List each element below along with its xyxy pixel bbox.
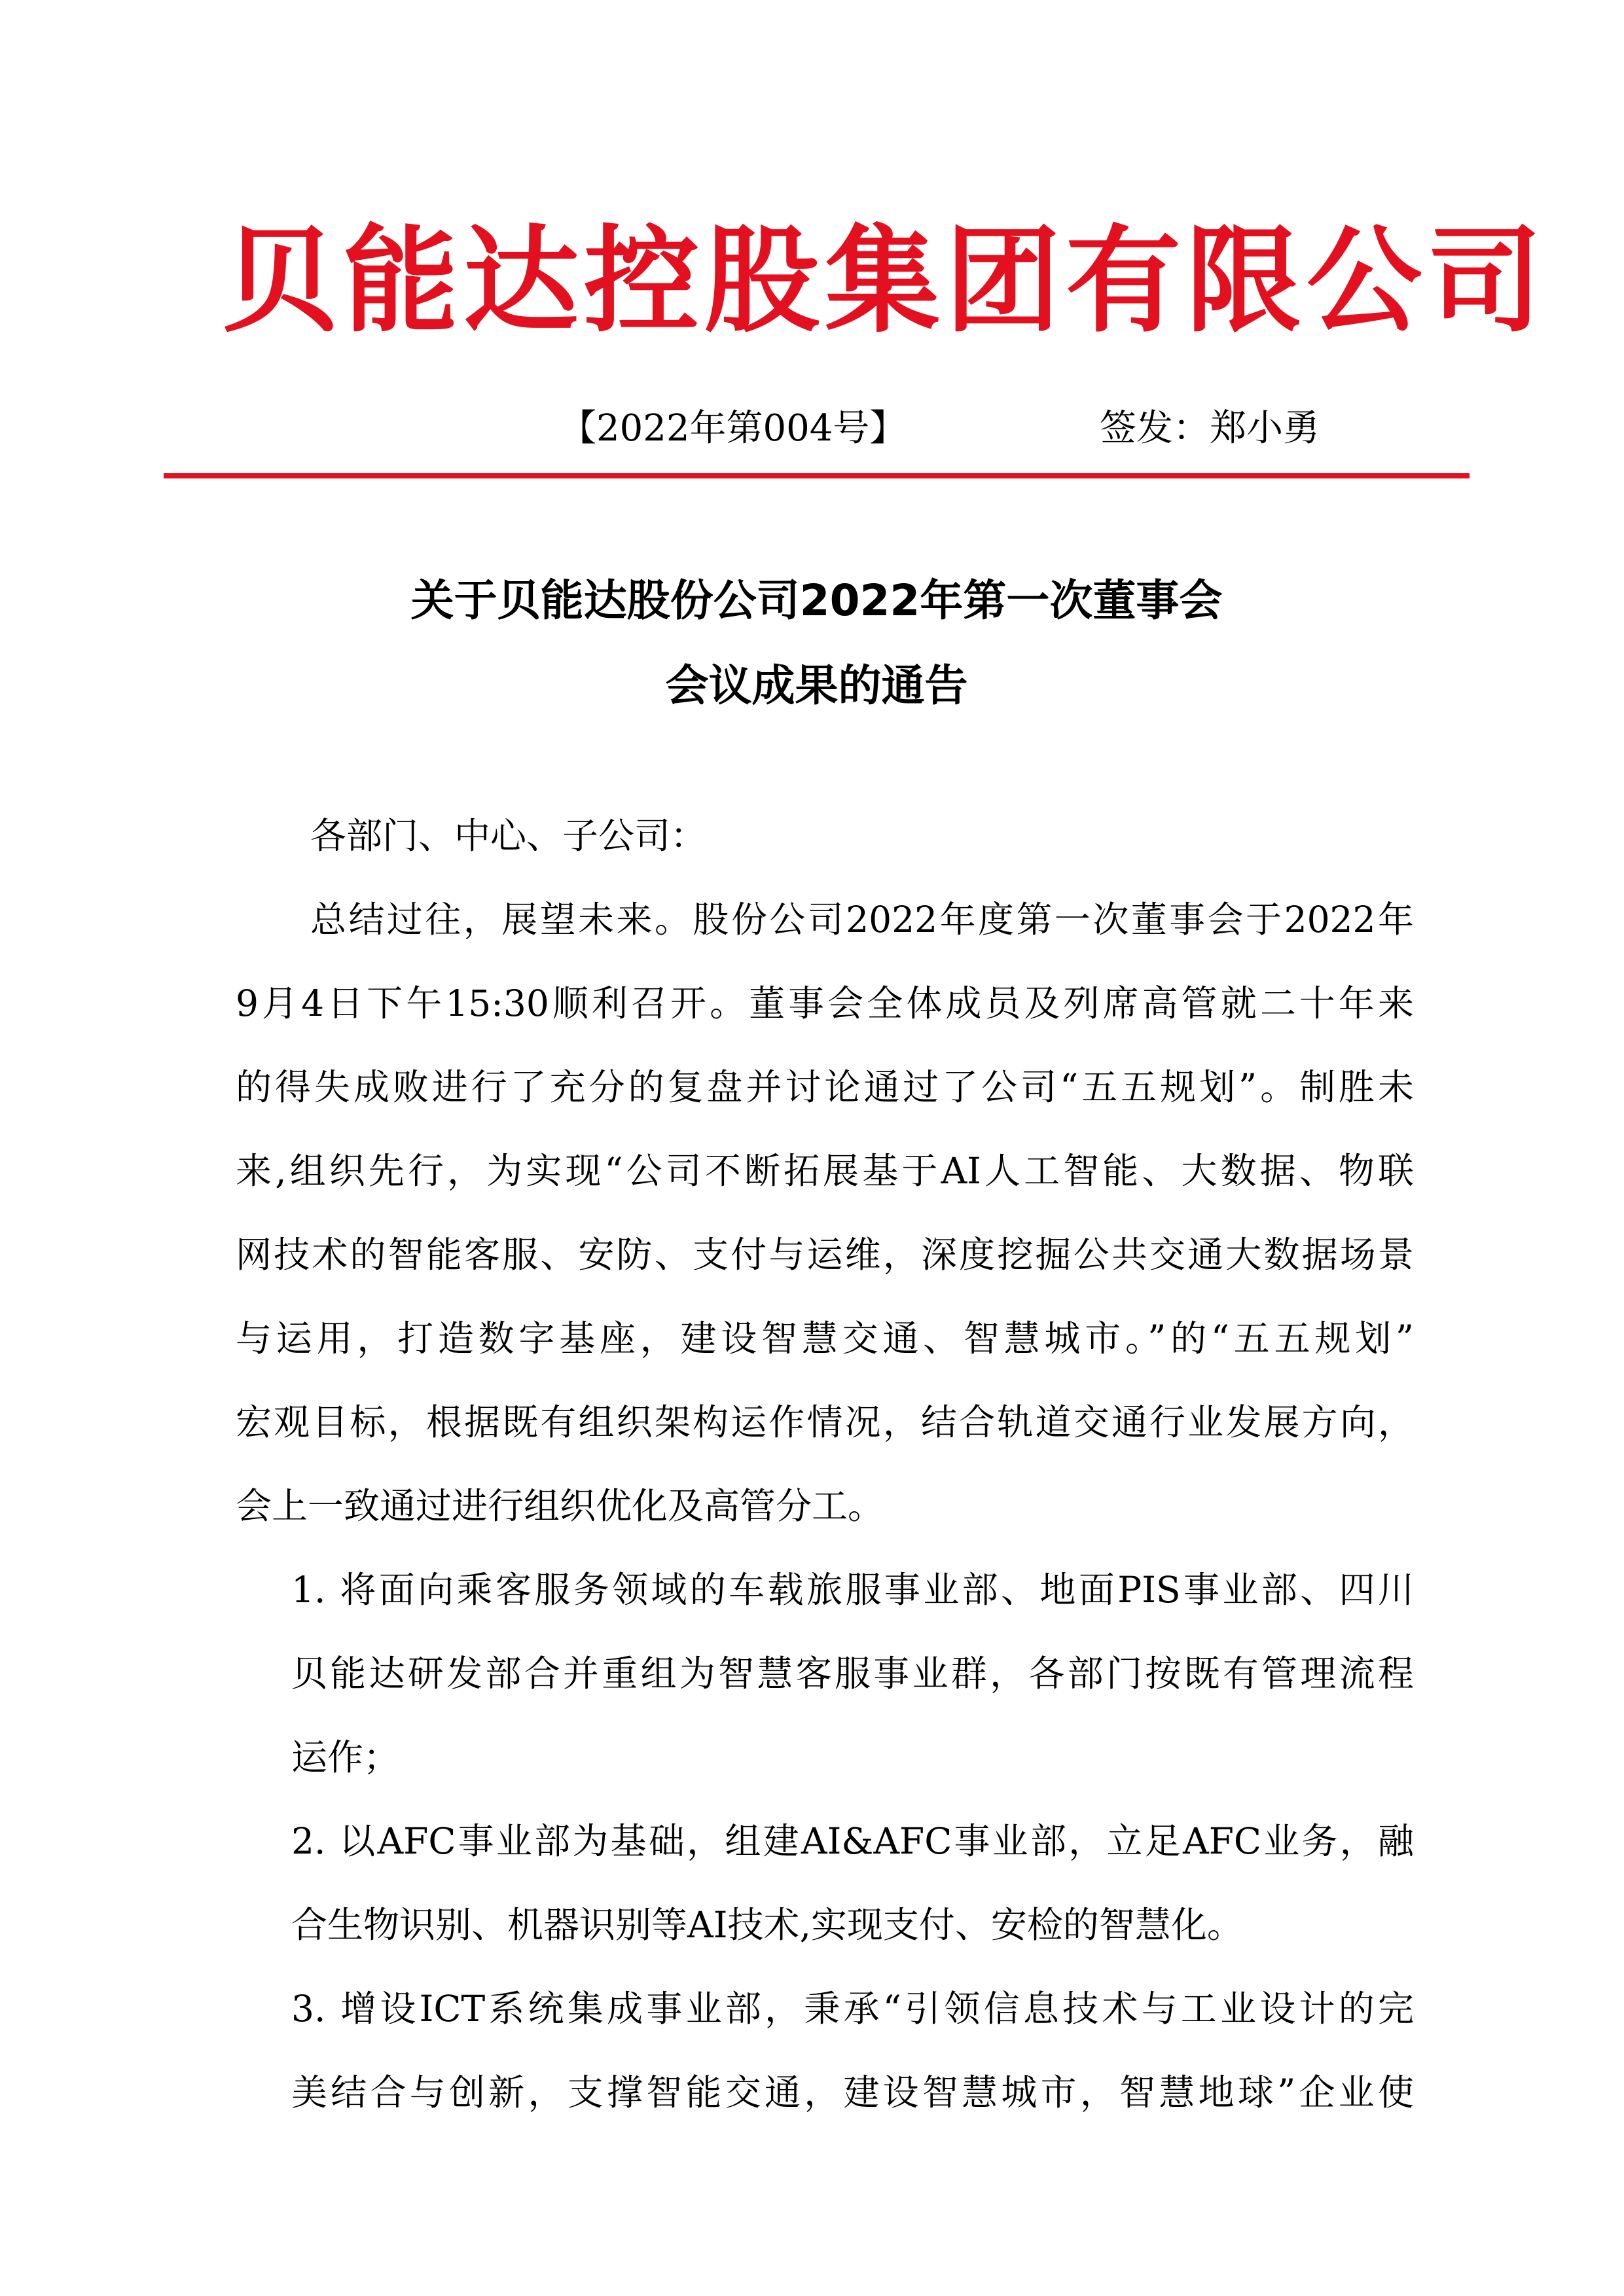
paragraph-line: 9月4日下午15:30顺利召开。董事会全体成员及列席高管就二十年来	[236, 982, 1414, 1024]
issuer-signature: 签发：郑小勇	[1100, 407, 1320, 450]
paragraph-line: 的得失成败进行了充分的复盘并讨论通过了公司“五五规划”。制胜未	[236, 1066, 1414, 1108]
red-header-rule	[164, 473, 1470, 478]
list-item-line: 合生物识别、机器识别等AI技术,实现支付、安检的智慧化。	[291, 1904, 1243, 1946]
paragraph-line: 总结过往，展望未来。股份公司2022年度第一次董事会于2022年	[310, 899, 1414, 941]
paragraph-line: 来,组织先行，为实现“公司不断拓展基于AI人工智能、大数据、物联	[236, 1150, 1414, 1192]
document-number: 【2022年第004号】	[560, 407, 907, 450]
list-item-line: 贝能达研发部合并重组为智慧客服事业群，各部门按既有管理流程	[291, 1653, 1414, 1695]
paragraph-line: 网技术的智能客服、安防、支付与运维，深度挖掘公共交通大数据场景	[236, 1234, 1414, 1276]
list-item-line: 运作；	[291, 1736, 400, 1778]
list-item-line: 美结合与创新，支撑智能交通，建设智慧城市，智慧地球”企业使	[291, 2072, 1414, 2113]
list-item-line: 1. 将面向乘客服务领域的车载旅服事业部、地面PIS事业部、四川	[291, 1569, 1414, 1611]
list-item-line: 2. 以AFC事业部为基础，组建AI&AFC事业部，立足AFC业务，融	[291, 1820, 1414, 1862]
salutation: 各部门、中心、子公司：	[310, 815, 707, 857]
list-item-line: 3. 增设ICT系统集成事业部，秉承“引领信息技术与工业设计的完	[291, 1988, 1414, 2030]
notice-title-line-1: 关于贝能达股份公司2022年第一次董事会	[410, 575, 1223, 626]
paragraph-line: 会上一致通过进行组织优化及高管分工。	[236, 1485, 884, 1527]
paragraph-line: 宏观目标，根据既有组织架构运作情况，结合轨道交通行业发展方向，	[236, 1401, 1414, 1443]
paragraph-line: 与运用，打造数字基座，建设智慧交通、智慧城市。”的“五五规划”	[236, 1318, 1414, 1359]
notice-title-line-2: 会议成果的通告	[665, 660, 968, 711]
company-name-header: 贝能达控股集团有限公司	[223, 214, 1548, 348]
